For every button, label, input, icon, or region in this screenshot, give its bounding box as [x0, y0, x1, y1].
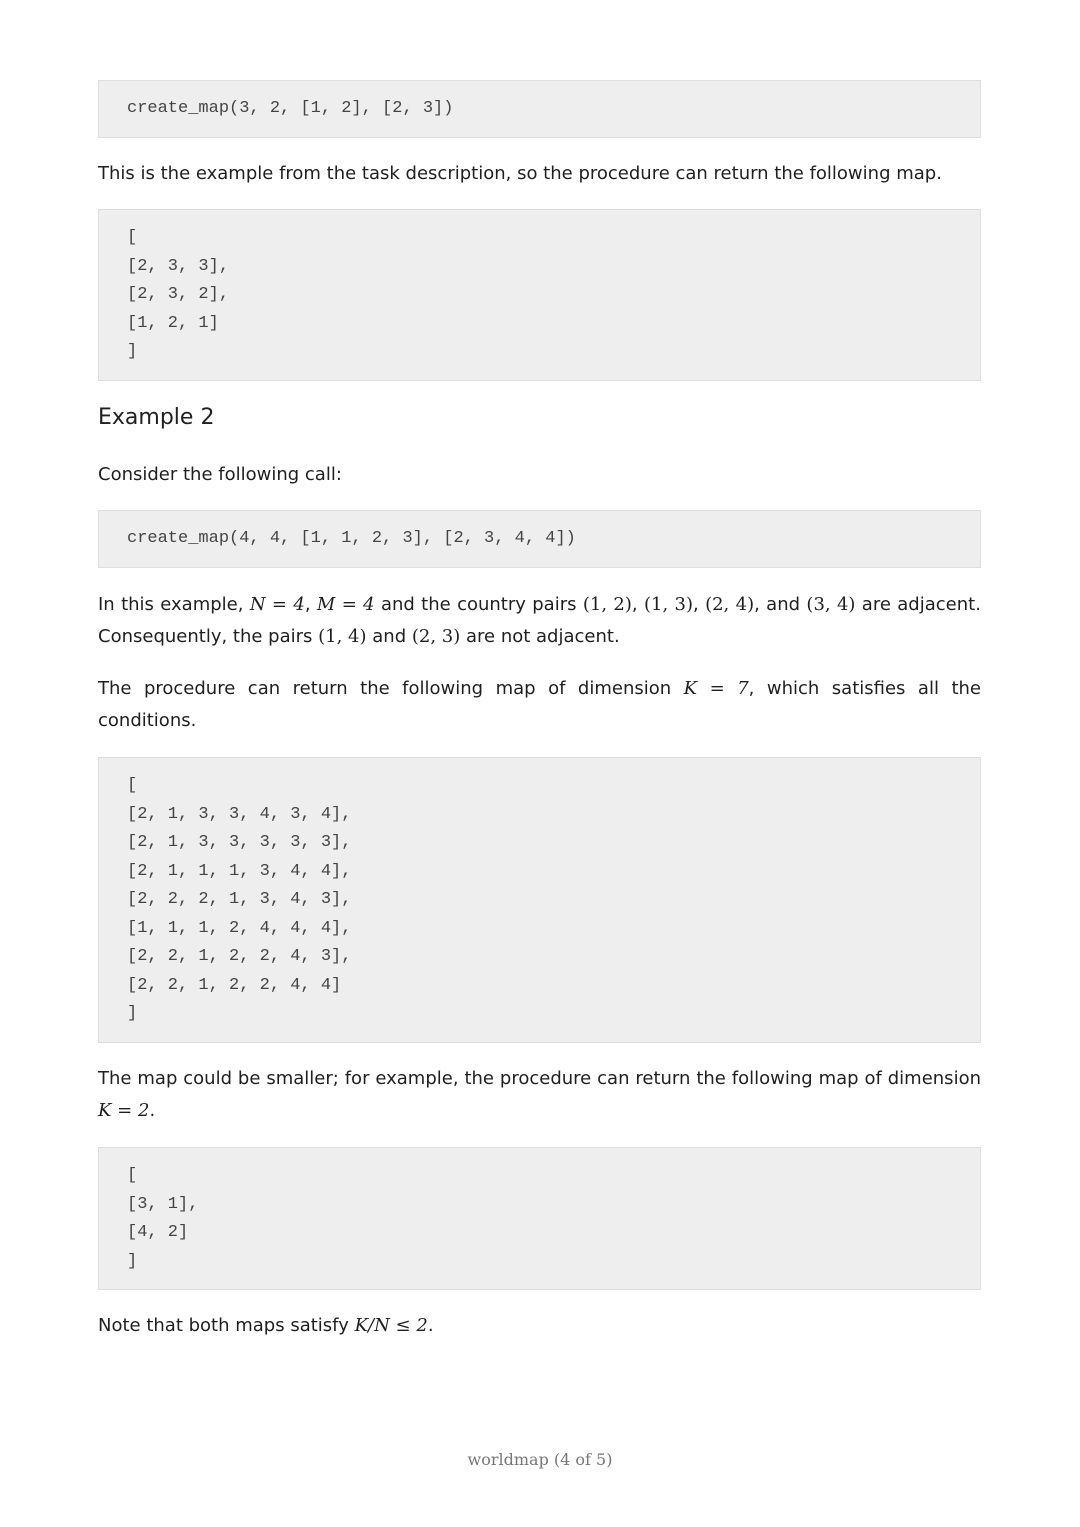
- math-pair-1-2: (1, 2): [582, 594, 632, 615]
- code-block-call-1: create_map(3, 2, [1, 2], [2, 3]): [98, 80, 981, 138]
- paragraph-example1-desc: This is the example from the task description, so the procedure can return the following map.: [98, 163, 942, 184]
- math-pair-1-3: (1, 3): [643, 594, 693, 615]
- paragraph-consider-call: Consider the following call:: [98, 464, 342, 485]
- code-block-map-1: [ [2, 3, 3], [2, 3, 2], [1, 2, 1] ]: [98, 209, 981, 381]
- paragraph-dimension-7: The procedure can return the following map of dimension K = 7, which satisfies all the conditions.: [98, 678, 981, 731]
- paragraph-smaller-map: The map could be smaller; for example, the procedure can return the following map of dimension K = 2.: [98, 1068, 981, 1121]
- math-k-over-n: K/N ≤ 2: [354, 1315, 428, 1336]
- math-pair-3-4: (3, 4): [806, 594, 856, 615]
- code-block-map-2: [ [2, 1, 3, 3, 4, 3, 4], [2, 1, 3, 3, 3, 3, 3], [2, 1, 1, 1, 3, 4, 4], [2, 2, 2, 1, 3, 4, 3], [1, 1, 1, 2, 4, 4, 4], [2, 2, 1, 2, 2, 4, 3], [2, 2, 1, 2, 2, 4, 4] ]: [98, 757, 981, 1043]
- math-k-eq-2: K = 2: [98, 1100, 150, 1121]
- paragraph-note: Note that both maps satisfy K/N ≤ 2.: [98, 1315, 434, 1336]
- math-pair-2-3: (2, 3): [411, 626, 461, 647]
- page-footer: worldmap (4 of 5): [467, 1450, 613, 1469]
- math-pair-1-4: (1, 4): [318, 626, 367, 647]
- code-block-call-2: create_map(4, 4, [1, 1, 2, 3], [2, 3, 4, 4]): [98, 510, 981, 568]
- code-block-map-3: [ [3, 1], [4, 2] ]: [98, 1147, 981, 1290]
- math-k-eq-7: K = 7: [683, 678, 749, 699]
- paragraph-example2-adjacency: In this example, N = 4, M = 4 and the country pairs (1, 2), (1, 3), (2, 4), and (3, 4) are adjacent. Consequently, the pairs (1, 4) and (2, 3) are not adjacent.: [98, 594, 981, 647]
- example-2-heading: Example 2: [98, 405, 215, 430]
- math-m-eq: M = 4: [316, 594, 375, 615]
- math-n-eq: N = 4: [249, 594, 305, 615]
- math-pair-2-4: (2, 4): [705, 594, 755, 615]
